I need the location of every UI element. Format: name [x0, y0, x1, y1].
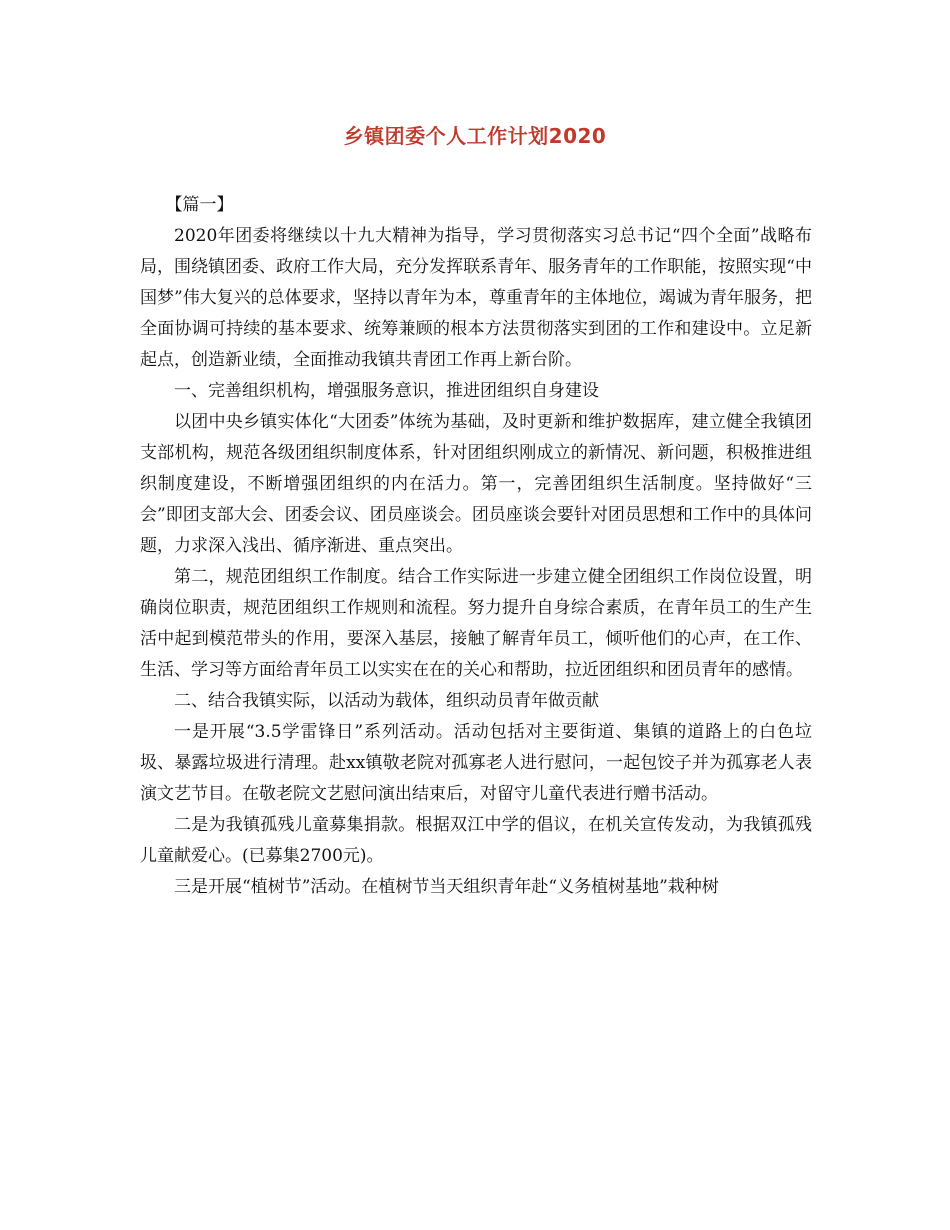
section-heading-2: 二、结合我镇实际，以活动为载体，组织动员青年做贡献 [174, 691, 599, 711]
paragraph-activity-2: 二是为我镇孤残儿童募集捐款。根据双江中学的倡议，在机关宣传发动，为我镇孤残儿童献爱心。(已募集2700元)。 [140, 815, 812, 866]
paragraph-work-system: 第二，规范团组织工作制度。结合工作实际进一步建立健全团组织工作岗位设置，明确岗位职责，规范团组织工作规则和流程。努力提升自身综合素质，在青年员工的生产生活中起到模范带头的作用，要深入基层，接触了解青年员工，倾听他们的心声，在工作、生活、学习等方面给青年员工以实实在在的关心和帮助，拉近团组织和团员青年的感情。 [140, 567, 812, 680]
section-heading-1: 一、完善组织机构，增强服务意识，推进团组织自身建设 [174, 381, 599, 401]
paragraph-activity-1: 一是开展“3.5学雷锋日”系列活动。活动包括对主要街道、集镇的道路上的白色垃圾、暴露垃圾进行清理。赴xx镇敬老院对孤寡老人进行慰问，一起包饺子并为孤寡老人表演文艺节目。在敬老院文艺慰问演出结束后，对留守儿童代表进行赠书活动。 [140, 722, 812, 804]
document-body [140, 190, 812, 903]
paragraph-activity-3: 三是开展“植树节”活动。在植树节当天组织青年赴“义务植树基地”栽种树 [174, 877, 719, 897]
paragraph-organization: 以团中央乡镇实体化“大团委”体统为基础，及时更新和维护数据库，建立健全我镇团支部机构，规范各级团组织制度体系，针对团组织刚成立的新情况、新问题，积极推进组织制度建设，不断增强团组织的内在活力。第一，完善团组织生活制度。坚持做好“三会”即团支部大会、团委会议、团员座谈会。团员座谈会要针对团员思想和工作中的具体问题，力求深入浅出、循序渐进、重点突出。 [140, 412, 812, 556]
document-title: 乡镇团委个人工作计划2020 [343, 124, 607, 148]
section-marker: 【篇一】 [165, 195, 234, 215]
paragraph-intro: 2020年团委将继续以十九大精神为指导，学习贯彻落实习总书记“四个全面”战略布局，围绕镇团委、政府工作大局，充分发挥联系青年、服务青年的工作职能，按照实现“中国梦”伟大复兴的总体要求，坚持以青年为本，尊重青年的主体地位，竭诚为青年服务，把全面协调可持续的基本要求、统筹兼顾的根本方法贯彻落实到团的工作和建设中。立足新起点，创造新业绩，全面推动我镇共青团工作再上新台阶。 [140, 226, 812, 370]
